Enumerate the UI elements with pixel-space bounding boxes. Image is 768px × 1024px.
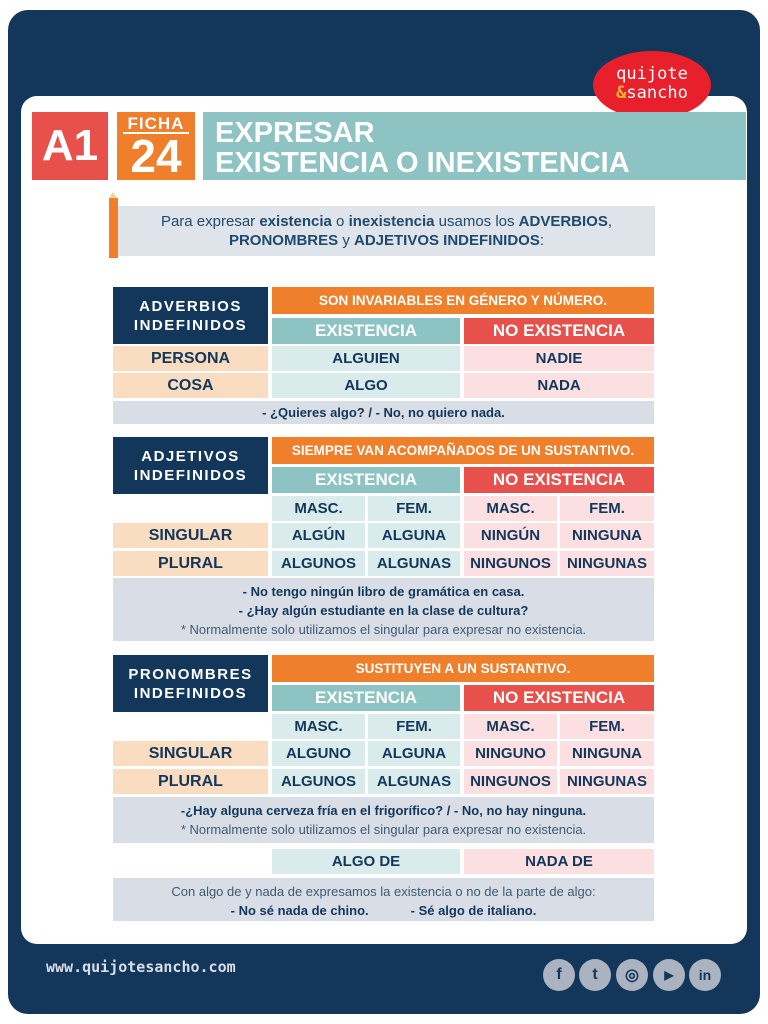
nada-de-cell: NADA DE <box>464 849 654 874</box>
adverbios-cell: ALGUIEN <box>272 346 460 371</box>
adjetivos-rule: SIEMPRE VAN ACOMPAÑADOS DE UN SUSTANTIVO. <box>272 437 654 464</box>
adjetivos-cell: NINGUNA <box>560 523 654 548</box>
adjetivos-cell: NINGÚN <box>464 523 557 548</box>
adverbios-cell: NADA <box>464 373 654 398</box>
algo-de-example2: - Sé algo de italiano. <box>410 903 537 918</box>
pronombres-rule: SUSTITUYEN A UN SUSTANTIVO. <box>272 655 654 682</box>
adverbios-rule: SON INVARIABLES EN GÉNERO Y NÚMERO. <box>272 287 654 314</box>
adjetivos-cell: ALGUNOS <box>272 551 365 576</box>
algo-de-explanation-box <box>113 878 654 921</box>
pronombres-cell: ALGUNAS <box>368 769 460 794</box>
logo-line2: &sancho <box>616 83 688 103</box>
ficha-badge <box>117 112 195 180</box>
pronombres-row-label: PLURAL <box>113 769 268 794</box>
pronombres-heading: PRONOMBRES INDEFINIDOS <box>113 655 268 712</box>
adjetivos-examples <box>113 578 654 641</box>
algo-de-example1: - No sé nada de chino. <box>230 903 369 918</box>
adjetivos-cell: ALGUNA <box>368 523 460 548</box>
logo-line1: quijote <box>616 64 688 84</box>
pronombres-no-existencia-header: NO EXISTENCIA <box>464 685 654 711</box>
adjetivos-row-label: SINGULAR <box>113 523 268 548</box>
brand-logo[interactable] <box>593 51 711 119</box>
algo-de-cell: ALGO DE <box>272 849 460 874</box>
pronombres-row-label: SINGULAR <box>113 741 268 766</box>
pronombres-cell: ALGUNO <box>272 741 365 766</box>
pronombres-gender: FEM. <box>368 714 460 739</box>
pronombres-cell: NINGUNOS <box>464 769 557 794</box>
pronombres-existencia-header: EXISTENCIA <box>272 685 460 711</box>
pronombres-example: -¿Hay alguna cerveza fría en el frigorífico? / - No, no hay ninguna. <box>180 803 587 818</box>
pronombres-cell: NINGUNA <box>560 741 654 766</box>
website-link[interactable]: www.quijotesancho.com <box>46 958 236 976</box>
adjetivos-cell: ALGÚN <box>272 523 365 548</box>
adjetivos-example2: - ¿Hay algún estudiante en la clase de cultura? <box>238 603 529 618</box>
twitter-icon[interactable]: t <box>579 959 611 991</box>
adverbios-no-existencia-header: NO EXISTENCIA <box>464 318 654 344</box>
instagram-icon[interactable]: ◎ <box>616 959 648 991</box>
ficha-number: 24 <box>123 132 189 178</box>
adjetivos-heading: ADJETIVOS INDEFINIDOS <box>113 437 268 494</box>
adjetivos-no-existencia-header: NO EXISTENCIA <box>464 467 654 493</box>
level-badge: A1 <box>32 112 108 180</box>
pronombres-gender: MASC. <box>464 714 557 739</box>
pronombres-cell: ALGUNOS <box>272 769 365 794</box>
adverbios-cell: ALGO <box>272 373 460 398</box>
adjetivos-cell: NINGUNAS <box>560 551 654 576</box>
adjetivos-example1: - No tengo ningún libro de gramática en casa. <box>242 584 525 599</box>
adverbios-row-label: COSA <box>113 373 268 398</box>
facebook-icon[interactable]: f <box>543 959 575 991</box>
adjetivos-gender: MASC. <box>272 496 365 521</box>
adjetivos-gender: MASC. <box>464 496 557 521</box>
pronombres-cell: NINGUNO <box>464 741 557 766</box>
adverbios-example: - ¿Quieres algo? / - No, no quiero nada. <box>113 401 654 424</box>
adjetivos-gender: FEM. <box>560 496 654 521</box>
pronombres-examples <box>113 797 654 843</box>
intro-box: Para expresar existencia o inexistencia usamos los ADVERBIOS, PRONOMBRES y ADJETIVOS INDEFINIDOS: <box>118 206 655 256</box>
adverbios-cell: NADIE <box>464 346 654 371</box>
pencil-icon <box>109 198 118 258</box>
adjetivos-cell: NINGUNOS <box>464 551 557 576</box>
adverbios-heading: ADVERBIOS INDEFINIDOS <box>113 287 268 344</box>
pronombres-cell: NINGUNAS <box>560 769 654 794</box>
adverbios-existencia-header: EXISTENCIA <box>272 318 460 344</box>
adjetivos-row-label: PLURAL <box>113 551 268 576</box>
adjetivos-note: * Normalmente solo utilizamos el singular para expresar no existencia. <box>180 622 587 637</box>
adjetivos-cell: ALGUNAS <box>368 551 460 576</box>
ficha-label: FICHA <box>127 114 185 133</box>
title-line2: EXISTENCIA O INEXISTENCIA <box>215 147 630 179</box>
pronombres-gender: FEM. <box>560 714 654 739</box>
adverbios-row-label: PERSONA <box>113 346 268 371</box>
pronombres-gender: MASC. <box>272 714 365 739</box>
pronombres-cell: ALGUNA <box>368 741 460 766</box>
page-title <box>203 112 746 180</box>
pronombres-note: * Normalmente solo utilizamos el singular para expresar no existencia. <box>180 822 587 837</box>
title-line1: EXPRESAR <box>215 117 375 149</box>
linkedin-icon[interactable]: in <box>689 959 721 991</box>
youtube-icon[interactable]: ▶ <box>653 959 685 991</box>
adjetivos-gender: FEM. <box>368 496 460 521</box>
algo-de-explanation: Con algo de y nada de expresamos la existencia o no de la parte de algo: <box>171 884 596 899</box>
adjetivos-existencia-header: EXISTENCIA <box>272 467 460 493</box>
